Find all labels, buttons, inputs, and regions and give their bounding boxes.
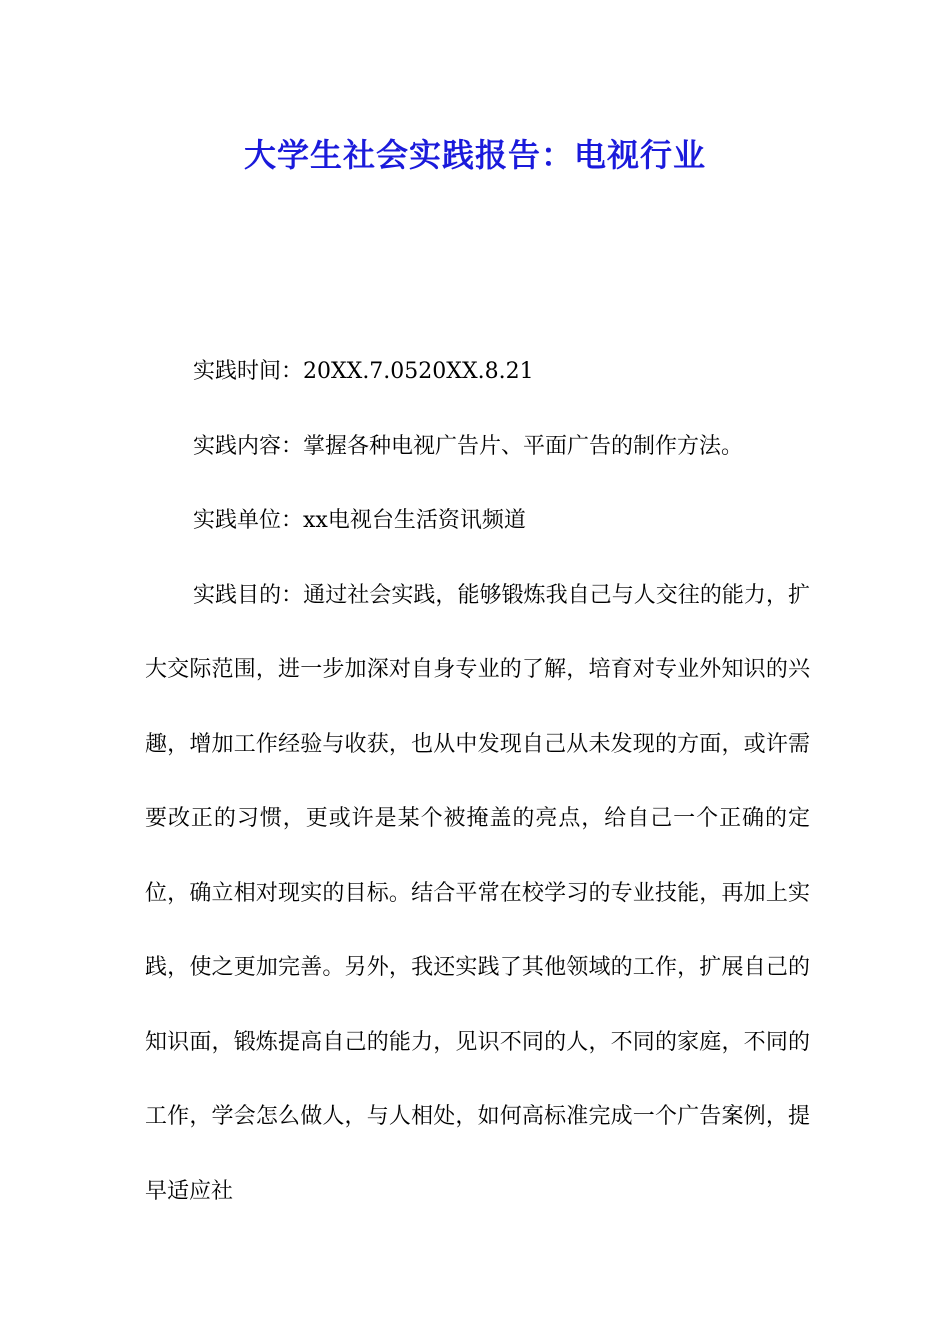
paragraph-practice-purpose: 实践目的：通过社会实践，能够锻炼我自己与人交往的能力，扩大交际范围，进一步加深对自身专业的了解，培育对专业外知识的兴趣，增加工作经验与收获，也从中发现自己从未发现的方面，或许需要改正的习惯，更或许是某个被掩盖的亮点，给自己一个正确的定位，确立相对现实的目标。结合平常在校学习的专业技能，再加上实践，使之更加完善。另外，我还实践了其他领域的工作，扩展自己的知识面，锻炼提高自己的能力，见识不同的人，不同的家庭，不同的工作，学会怎么做人，与人相处，如何高标准完成一个广告案例，提早适应社 xyxy=(145,582,810,1204)
document-body xyxy=(145,335,810,1229)
paragraph-practice-unit: 实践单位：xx电视台生活资讯频道 xyxy=(193,508,526,533)
paragraph-practice-content: 实践内容：掌握各种电视广告片、平面广告的制作方法。 xyxy=(193,433,744,459)
paragraph-practice-time: 实践时间：20XX.7.0520XX.8.21 xyxy=(193,359,534,384)
document-title: 大学生社会实践报告：电视行业 xyxy=(243,136,706,174)
